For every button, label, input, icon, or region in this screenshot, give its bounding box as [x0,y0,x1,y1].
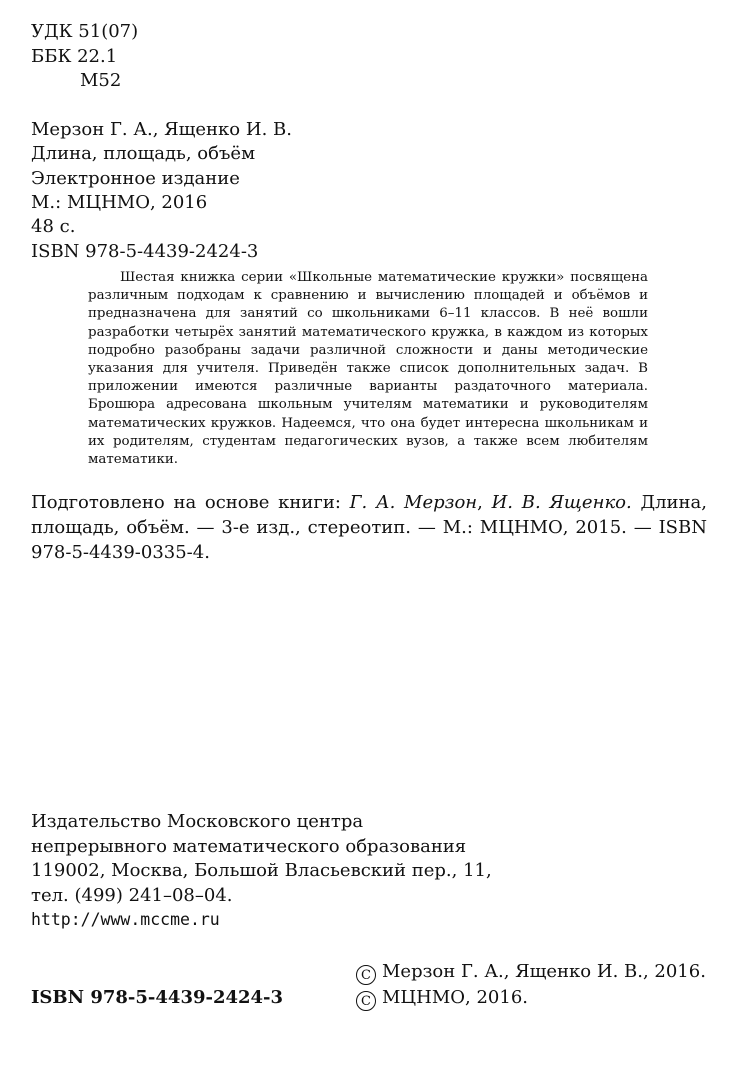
page-count: 48 с. [31,216,76,237]
abstract-paragraph: Шестая книжка серии «Школьные математические кружки» посвящена различным подходам к сравнению и вычислению площадей и объёмов и предназначена для занятий со школьниками 6–11 классов. В неё вошли разработки четырёх занятий математического кружка, в каждом из которых подробно разобраны задачи различной сложности и даны методические указания для учителя. Приведён также список дополнительных задач. В приложении имеются различные варианты раздаточного материала. Брошюра адресована школьным учителям математики и руководителям математических кружков. Надеемся, что она будет интересна школьникам и их родителям, студентам педагогических вузов, а также всем любителям математики. [88,270,648,468]
isbn: ISBN 978-5-4439-2424-3 [31,241,259,262]
copyright-line-2 [356,985,706,1011]
isbn-bold: ISBN 978-5-4439-2424-3 [31,987,284,1008]
bbk-code: ББК 22.1 [31,46,118,67]
publisher-line-1: Издательство Московского центра [31,811,364,832]
copyright-icon: C [356,965,376,985]
copyright-holder-2: МЦНМО, 2016. [382,987,528,1008]
source-prefix: Подготовлено на основе книги: [31,492,350,513]
udk-code: УДК 51(07) [31,21,139,42]
source-author-1: Г. А. Мерзон [349,492,478,513]
publisher-address: 119002, Москва, Большой Власьевский пер., 11, [31,860,492,881]
publisher-phone: тел. (499) 241–08–04. [31,884,233,906]
book-authors: Мерзон Г. А., Ященко И. В. [31,119,292,140]
publisher-line-2: непрерывного математического образования [31,835,467,857]
copyright-block [356,959,706,1011]
publisher-block [31,810,492,933]
source-rest: Длина, площадь, объём. — 3-е изд., стереотип. — М.: МЦНМО, 2015. — ISBN 978-5-4439-0335-4. [31,492,707,563]
publisher-year: М.: МЦНМО, 2016 [31,192,208,213]
source-separator: , [477,492,492,513]
copyright-line-1 [356,959,706,985]
copyright-holder-1: Мерзон Г. А., Ященко И. В., 2016. [382,961,706,982]
copyright-icon: C [356,991,376,1011]
book-edition: Электронное издание [31,168,240,189]
book-title: Длина, площадь, объём [31,143,256,164]
publisher-url[interactable]: http://www.mccme.ru [31,910,220,929]
author-mark: М52 [80,70,122,91]
source-author-2: И. В. Ященко. [491,492,632,513]
source-note [31,490,707,565]
